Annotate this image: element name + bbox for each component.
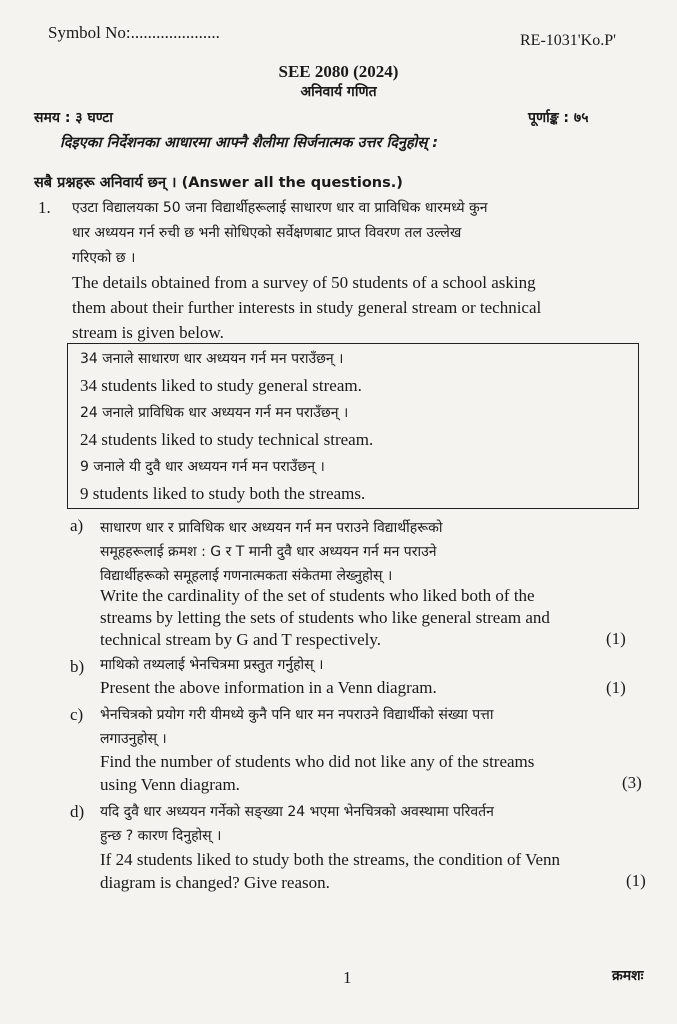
part-c-marks: (3) (622, 773, 642, 792)
part-d-np-line: हुन्छ ? कारण दिनुहोस् । (100, 828, 222, 844)
survey-data-box (67, 343, 639, 509)
part-d-marks: (1) (626, 871, 646, 890)
subject-title: अनिवार्य गणित (300, 84, 377, 100)
exam-code: RE-1031'Ko.P' (520, 32, 616, 49)
intro-np-line: एउटा विद्यालयका 50 जना विद्यार्थीहरूलाई साधारण धार वा प्राविधिक धारमध्ये कुन (72, 200, 488, 216)
part-a-english (100, 585, 550, 651)
exam-title: SEE 2080 (2024) (278, 62, 399, 81)
intro-np-line: गरिएको छ । (72, 250, 136, 266)
part-d-label: d) (70, 802, 85, 821)
box-line: 24 students liked to study technical stream. (80, 430, 374, 449)
part-d-english (100, 848, 560, 894)
box-line: 9 जनाले यी दुवै धार अध्ययन गर्न मन पराउँछन् । (80, 459, 325, 475)
part-a-label: a) (70, 516, 84, 535)
question-intro-nepali (72, 196, 488, 271)
answer-all-text: सबै प्रश्नहरू अनिवार्य छन् । (Answer all the questions.) (34, 175, 403, 191)
box-line: 9 students liked to study both the streams. (80, 484, 366, 503)
part-d-nepali (100, 800, 494, 848)
part-c-en-line: using Venn diagram. (100, 775, 240, 794)
part-a-en-line: Write the cardinality of the set of students who liked both of the (100, 586, 535, 605)
part-c-np-line: भेनचित्रको प्रयोग गरी यीमध्ये कुनै पनि धार मन नपराउने विद्यार्थीको संख्या पत्ता (100, 707, 494, 723)
part-a-np-line: साधारण धार र प्राविधिक धार अध्ययन गर्न मन पराउने विद्यार्थीहरूको (100, 520, 443, 536)
part-a-marks: (1) (606, 629, 626, 648)
part-b-label: b) (70, 657, 85, 676)
part-b-nepali: माथिको तथ्यलाई भेनचित्रमा प्रस्तुत गर्नुहोस् । (100, 657, 324, 673)
intro-np-line: धार अध्ययन गर्न रुची छ भनी सोधिएको सर्वेक्षणबाट प्राप्त विवरण तल उल्लेख (72, 225, 462, 241)
part-b-english: Present the above information in a Venn diagram. (100, 678, 437, 697)
part-c-nepali (100, 703, 493, 751)
part-a-np-line: समूहहरूलाई क्रमश : G र T मानी दुवै धार अध्ययन गर्न मन पराउने (100, 544, 437, 560)
page-number: 1 (343, 968, 352, 987)
part-d-en-line: If 24 students liked to study both the streams, the condition of Venn (100, 850, 561, 869)
answer-all-note (34, 172, 403, 192)
full-marks: पूर्णाङ्क : ७५ (528, 110, 589, 126)
general-instruction: दिइएका निर्देशनका आधारमा आफ्नै शैलीमा सिर्जनात्मक उत्तर दिनुहोस् : (60, 135, 439, 151)
intro-en-line: stream is given below. (72, 323, 224, 342)
part-c-np-line: लगाउनुहोस् । (100, 731, 167, 747)
part-c-en-line: Find the number of students who did not like any of the streams (100, 752, 535, 771)
symbol-number: Symbol No:..................... (48, 23, 220, 42)
box-line: 34 जनाले साधारण धार अध्ययन गर्न मन पराउँछन् । (80, 351, 344, 367)
box-line: 24 जनाले प्राविधिक धार अध्ययन गर्न मन पराउँछन् । (80, 405, 349, 421)
part-c-label: c) (70, 705, 84, 724)
part-c-english (100, 750, 534, 796)
continued-note: क्रमशः (612, 968, 644, 984)
part-a-nepali (100, 516, 443, 588)
part-d-en-line: diagram is changed? Give reason. (100, 873, 330, 892)
question-intro-english (72, 270, 541, 345)
intro-en-line: them about their further interests in study general stream or technical (72, 298, 542, 317)
part-b-marks: (1) (606, 678, 626, 697)
part-a-en-line: technical stream by G and T respectively. (100, 630, 382, 649)
box-line: 34 students liked to study general stream. (80, 376, 362, 395)
part-a-en-line: streams by letting the sets of students who like general stream and (100, 608, 550, 627)
intro-en-line: The details obtained from a survey of 50 students of a school asking (72, 273, 536, 292)
question-number: 1. (38, 198, 51, 217)
time-allowed: समय : ३ घण्टा (34, 110, 113, 126)
part-a-np-line: विद्यार्थीहरूको समूहलाई गणनात्मकता संकेतमा लेख्नुहोस् । (100, 568, 393, 584)
part-d-np-line: यदि दुवै धार अध्ययन गर्नेको सङ्ख्या 24 भएमा भेनचित्रको अवस्थामा परिवर्तन (100, 804, 494, 820)
